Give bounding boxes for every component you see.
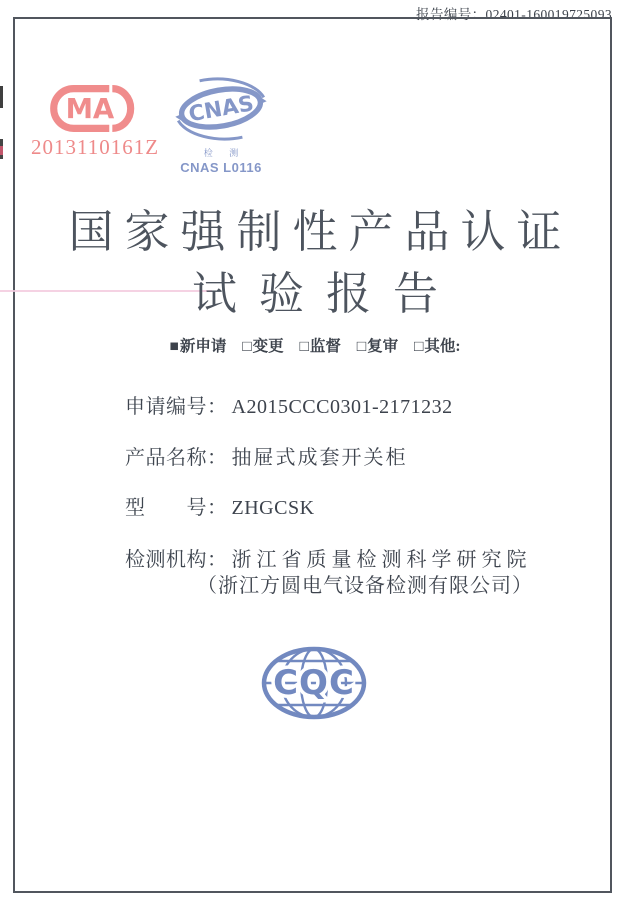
- field-testing-agency: [125, 543, 532, 572]
- cqc-logo-block: [258, 643, 370, 723]
- field-label: 产品名称：: [125, 447, 228, 469]
- checkbox-label: 新申请: [179, 338, 227, 355]
- field-model-number: [125, 491, 315, 520]
- field-value: A2015CCC0301-2171232: [231, 396, 453, 418]
- field-value: 浙江省质量检测科学研究院: [231, 549, 532, 571]
- field-product-name: [125, 441, 408, 470]
- application-type-row: [0, 334, 630, 356]
- cma-c-shape: [112, 89, 130, 129]
- checkbox-supervision: [299, 338, 340, 355]
- checkbox-change: [242, 338, 283, 355]
- checkbox-empty-icon: □: [356, 338, 367, 355]
- checkbox-new-application: [169, 338, 226, 355]
- field-application-number: [125, 390, 453, 419]
- field-value: 抽屉式成套开关柜: [231, 447, 408, 469]
- field-label: 检测机构：: [125, 549, 228, 571]
- field-label: 型 号：: [125, 497, 228, 519]
- checkbox-empty-icon: □: [242, 338, 252, 355]
- title-line1: 国家强制性产品认证: [68, 207, 573, 257]
- cnas-wordmark: CNAS: [186, 91, 256, 128]
- checkbox-label: 变更: [252, 338, 284, 355]
- cma-logo-letters: MA: [65, 93, 115, 126]
- field-testing-agency-line2: （浙江方圆电气设备检测有限公司）: [197, 575, 533, 597]
- field-label: 申请编号：: [125, 396, 228, 418]
- checkbox-label: 监督: [309, 338, 341, 355]
- checkbox-label: 其他:: [424, 338, 461, 355]
- scan-edge-artifact: [0, 146, 3, 155]
- checkbox-other: [414, 338, 461, 355]
- checkbox-label: 复审: [367, 338, 399, 355]
- title-line2: 试验报告: [191, 269, 460, 319]
- cnas-caption: 检 测: [203, 148, 246, 158]
- cma-license-number: 2013110161Z: [30, 135, 160, 159]
- report-number-value: 02401-160019725093: [485, 7, 612, 22]
- field-value: ZHGCSK: [231, 497, 315, 519]
- checkbox-empty-icon: □: [414, 338, 424, 355]
- checkbox-filled-icon: ■: [169, 338, 179, 355]
- document-title: [0, 203, 630, 320]
- cqc-logo-icon: [258, 643, 370, 723]
- cma-logo-icon: [48, 82, 142, 135]
- cnas-logo-block: [166, 74, 276, 175]
- cma-logo-block: [28, 82, 162, 160]
- cnas-accreditation-number: CNAS L0116: [180, 160, 262, 175]
- cqc-wordmark: CQC: [273, 663, 355, 703]
- checkbox-review: [357, 338, 398, 355]
- checkbox-empty-icon: □: [299, 338, 309, 355]
- scan-edge-artifact: [0, 86, 3, 108]
- report-number-label: 报告编号：: [416, 7, 486, 22]
- cnas-logo-icon: [169, 74, 273, 144]
